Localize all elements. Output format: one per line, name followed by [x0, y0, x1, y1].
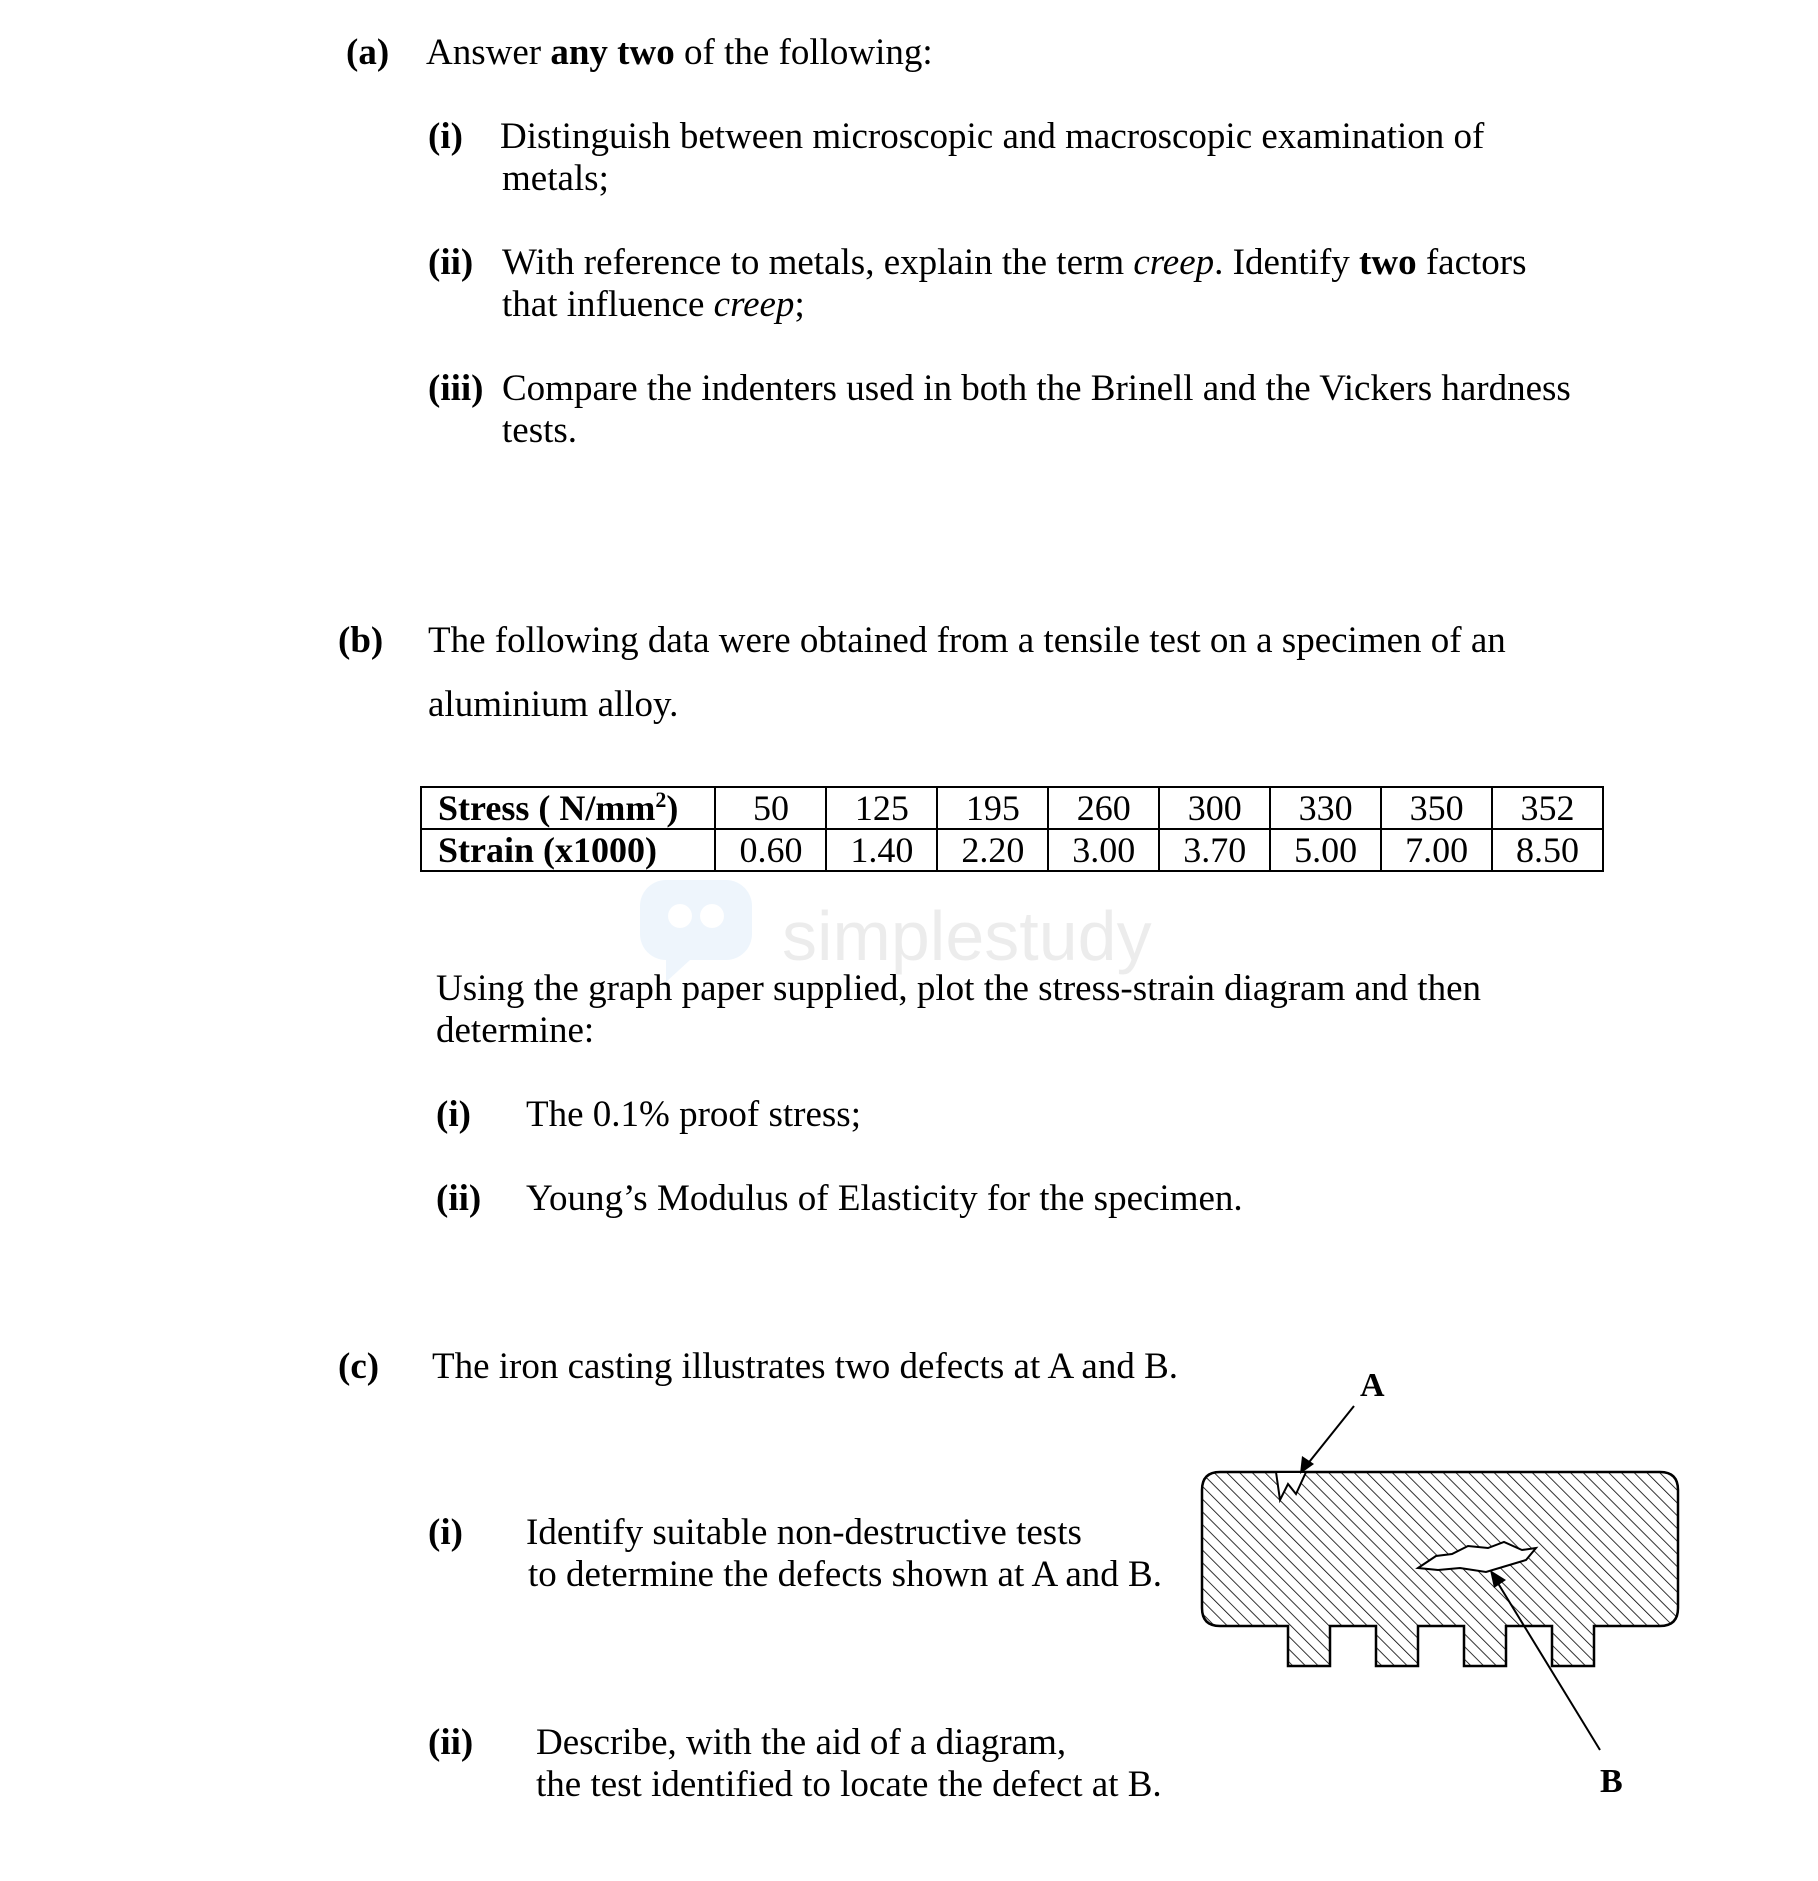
term-creep: creep: [1133, 242, 1215, 283]
part-a-intro: [426, 32, 933, 74]
table-row-strain: [421, 829, 1603, 871]
stress-cell: 125: [826, 787, 937, 829]
stress-cell: 330: [1270, 787, 1381, 829]
stress-header: [421, 787, 715, 829]
part-b-item-i-num: (i): [436, 1094, 471, 1135]
part-c-item-i-num: (i): [428, 1512, 463, 1553]
part-c-item-ii-num: (ii): [428, 1722, 474, 1763]
text-run: that influence: [502, 284, 714, 325]
part-c-item-i-line1: Identify suitable non-destructive tests: [526, 1512, 1082, 1553]
part-a-item-ii-line2: [502, 284, 805, 326]
stress-cell: 195: [937, 787, 1048, 829]
defect-a-label: A: [1360, 1367, 1385, 1404]
strain-cell: 0.60: [715, 829, 826, 871]
part-b-instruction-line1: Using the graph paper supplied, plot the stress-strain diagram and then: [436, 968, 1481, 1009]
arrow-a-shaft: [1306, 1406, 1354, 1466]
table-row-stress: [421, 787, 1603, 829]
part-c-item-i-line2: to determine the defects shown at A and B.: [528, 1554, 1162, 1595]
text-run: factors: [1416, 242, 1527, 283]
part-c-label: (c): [338, 1346, 380, 1387]
stress-cell: 350: [1381, 787, 1492, 829]
term-creep: creep: [713, 284, 795, 325]
part-a-item-i-line1: Distinguish between microscopic and macroscopic examination of: [500, 116, 1485, 157]
strain-cell: 8.50: [1492, 829, 1603, 871]
stress-cell: 50: [715, 787, 826, 829]
stress-cell: 300: [1159, 787, 1270, 829]
strain-cell: 5.00: [1270, 829, 1381, 871]
intro-text: Answer: [426, 32, 551, 73]
part-a-item-i-num: (i): [428, 116, 463, 157]
part-a-item-iii-line2: tests.: [502, 410, 578, 451]
strain-cell: 3.70: [1159, 829, 1270, 871]
intro-text-end: of the following:: [674, 32, 933, 73]
stress-label: Stress ( N/mm: [438, 788, 656, 828]
stress-cell: 260: [1048, 787, 1159, 829]
part-a-item-iii-num: (iii): [428, 368, 484, 409]
part-b-instruction-line2: determine:: [436, 1010, 595, 1051]
part-a-item-iii-line1: Compare the indenters used in both the Brinell and the Vickers hardness: [502, 368, 1571, 409]
part-b-item-ii-num: (ii): [436, 1178, 482, 1219]
part-b-item-i-text: The 0.1% proof stress;: [526, 1094, 861, 1135]
stress-label-end: ): [666, 788, 679, 828]
part-b-line1: The following data were obtained from a tensile test on a specimen of an: [428, 620, 1506, 661]
stress-cell: 352: [1492, 787, 1603, 829]
part-a-label: (a): [346, 32, 390, 73]
text-run: With reference to metals, explain the term: [502, 242, 1134, 283]
part-c-item-ii-line2: the test identified to locate the defect at B.: [536, 1764, 1162, 1805]
intro-bold-text: any two: [550, 32, 675, 73]
part-a-item-i-line2: metals;: [502, 158, 609, 199]
superscript: 2: [655, 787, 667, 812]
tensile-data-table: [420, 786, 1604, 872]
strain-cell: 7.00: [1381, 829, 1492, 871]
text-run: . Identify: [1214, 242, 1360, 283]
strain-cell: 1.40: [826, 829, 937, 871]
strain-cell: 3.00: [1048, 829, 1159, 871]
part-c-intro: The iron casting illustrates two defects at A and B.: [432, 1346, 1178, 1387]
part-b-label: (b): [338, 620, 384, 661]
part-b-line2: aluminium alloy.: [428, 684, 679, 725]
part-c-item-ii-line1: Describe, with the aid of a diagram,: [536, 1722, 1067, 1763]
text-run: ;: [794, 284, 805, 325]
defect-b-label: B: [1600, 1763, 1623, 1800]
watermark-text: simplestudy: [782, 897, 1152, 975]
strain-header: Strain (x1000): [421, 829, 715, 871]
part-b-item-ii-text: Young’s Modulus of Elasticity for the specimen.: [526, 1178, 1243, 1219]
part-a-item-ii-num: (ii): [428, 242, 474, 283]
bold-two: two: [1359, 242, 1417, 283]
part-a-item-ii-line1: [502, 242, 1527, 284]
iron-casting-diagram: [1190, 1360, 1690, 1790]
strain-cell: 2.20: [937, 829, 1048, 871]
